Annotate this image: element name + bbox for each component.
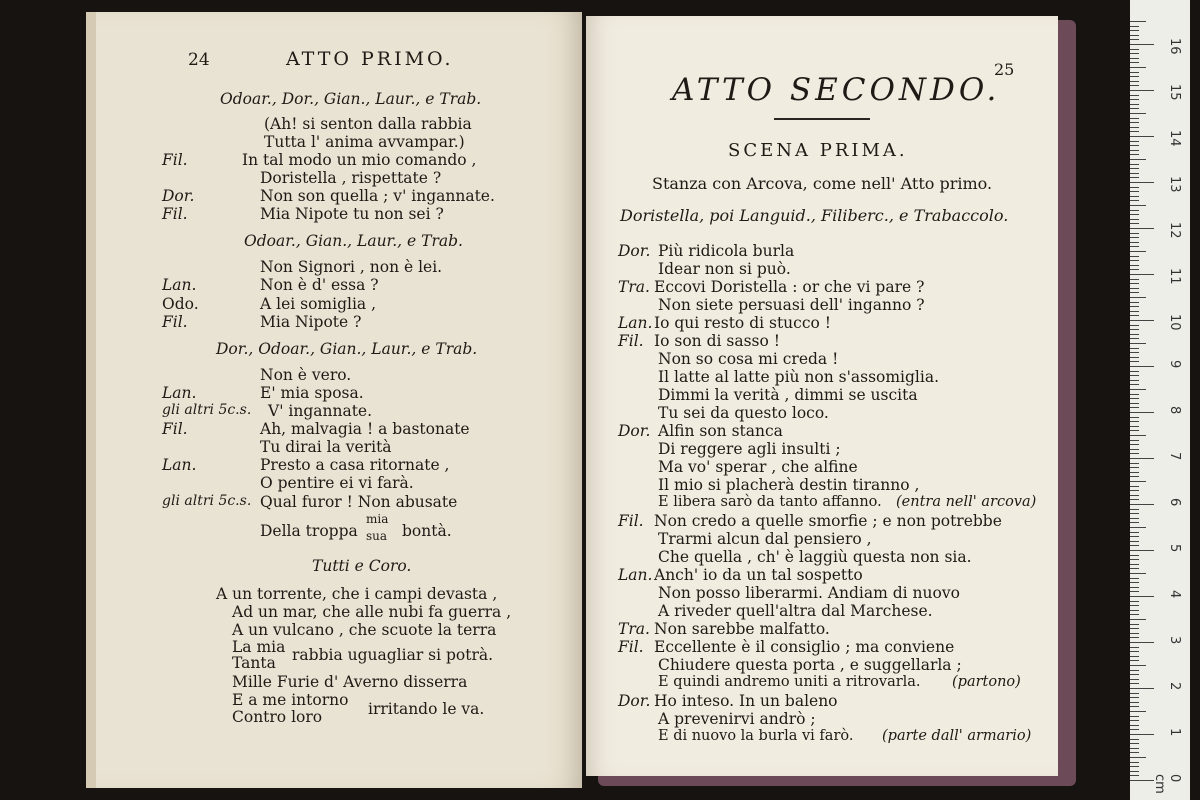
ruler-tick [1130,463,1139,464]
ruler-tick [1130,90,1154,91]
ruler-tick [1130,421,1139,422]
ruler-tick [1130,458,1154,459]
ruler-tick [1130,688,1154,689]
scene-title: SCENA PRIMA. [728,140,908,161]
ruler-label: 6 [1167,498,1182,507]
ruler-tick [1130,366,1154,367]
speaker: Fil. [162,313,188,331]
ruler-label: 9 [1167,360,1182,369]
speaker: Fil. [618,638,644,656]
ruler-tick [1130,306,1139,307]
speaker: Fil. [618,512,644,530]
verse-line: Non posso liberarmi. Andiam di nuovo [658,584,960,602]
speaker: gli altri 5c.s. [162,493,252,509]
ruler-tick [1130,490,1139,491]
stage-direction: (entra nell' arcova) [896,494,1037,510]
verse-line: E libera sarò da tanto affanno. [658,494,882,510]
measuring-ruler [1130,0,1190,800]
ruler-tick [1130,467,1139,468]
ruler-tick [1130,711,1146,712]
ruler-tick [1130,292,1139,293]
ruler-tick [1130,265,1139,266]
verse-line: Mia Nipote tu non sei ? [260,205,444,223]
ruler-tick [1130,527,1146,528]
ruler-tick [1130,472,1139,473]
character-list: Dor., Odoar., Gian., Laur., e Trab. [216,340,478,358]
ruler-tick [1130,30,1139,31]
ruler-tick [1130,122,1139,123]
speaker: Odo. [162,295,199,313]
verse-line: Il latte al latte più non s'assomiglia. [658,368,940,386]
ruler-tick [1130,242,1139,243]
ruler-tick [1130,656,1139,657]
ruler-tick [1130,118,1139,119]
ruler-tick [1130,573,1146,574]
ruler-tick [1130,660,1139,661]
verse-line: Non è vero. [260,366,352,384]
ruler-tick [1130,81,1139,82]
ruler-tick [1130,141,1139,142]
ruler-tick [1130,357,1139,358]
ruler-tick [1130,536,1139,537]
ruler-tick [1130,329,1139,330]
ruler-tick [1130,518,1139,519]
speaker: Tra. [618,278,650,296]
ruler-tick [1130,775,1139,776]
ruler-tick [1130,647,1139,648]
stage-direction: Stanza con Arcova, come nell' Atto primo. [652,174,993,193]
ruler-tick [1130,76,1139,77]
ruler-tick [1130,752,1139,753]
ruler-tick [1130,665,1146,666]
ruler-tick [1130,582,1139,583]
verse-line: Tanta [232,654,276,672]
ruler-tick [1130,311,1139,312]
ruler-label: 0 cm [1152,774,1182,794]
ruler-tick [1130,200,1139,201]
ruler-tick [1130,104,1139,105]
verse-line: Non credo a quelle smorfie ; e non potrebbe [654,512,1002,530]
ruler-tick [1130,127,1139,128]
ruler-tick [1130,297,1146,298]
ruler-tick [1130,223,1139,224]
ruler-tick [1130,771,1139,772]
ruler-label: 15 [1167,84,1182,101]
verse-line: Di reggere agli insulti ; [658,440,841,458]
ruler-tick [1130,159,1146,160]
verse-line: E a me intorno [232,691,349,709]
verse-line: Anch' io da un tal sospetto [654,566,863,584]
verse-line: Alfin son stanca [658,422,783,440]
ruler-tick [1130,633,1139,634]
ruler-tick [1130,729,1139,730]
ruler-tick [1130,426,1139,427]
left-page [86,12,582,788]
stacked-word: sua [366,529,388,543]
ruler-tick [1130,683,1139,684]
ruler-tick [1130,499,1139,500]
verse-line: Non so cosa mi creda ! [658,350,839,368]
ruler-tick [1130,191,1139,192]
verse-line: Tu dirai la verità [260,438,392,456]
verse-line: Che quella , ch' è laggiù questa non sia. [658,548,972,566]
ruler-tick [1130,642,1154,643]
verse-line: Ad un mar, che alle nubi fa guerra , [232,603,512,621]
ruler-tick [1130,279,1139,280]
ruler-tick [1130,435,1146,436]
ruler-tick [1130,541,1139,542]
speaker: Lan. [618,566,653,584]
ruler-tick [1130,417,1139,418]
verse-line: E quindi andremo uniti a ritrovarla. [658,674,921,690]
verse-line: Dimmi la verità , dimmi se uscita [658,386,918,404]
ruler-tick [1130,716,1139,717]
ruler-tick [1130,177,1139,178]
ruler-tick [1130,288,1139,289]
verse-line: Tutta l' anima avvampar.) [264,133,465,151]
ruler-tick [1130,246,1139,247]
character-list: Odoar., Dor., Gian., Laur., e Trab. [220,90,482,108]
ruler-tick [1130,371,1139,372]
ruler-tick [1130,251,1146,252]
ruler-tick [1130,407,1139,408]
verse-line: Trarmi alcun dal pensiero , [658,530,872,548]
ruler-tick [1130,72,1139,73]
ruler-tick [1130,389,1146,390]
verse-line: Doristella , rispettate ? [260,169,442,187]
ruler-tick [1130,62,1139,63]
speaker: Fil. [162,205,188,223]
ruler-tick [1130,532,1139,533]
ruler-label: 14 [1167,130,1182,147]
verse-line: Qual furor ! Non abusate [260,493,458,511]
verse-line: Non Signori , non è lei. [260,258,443,276]
act-title: ATTO SECONDO. [672,72,1001,108]
speaker: Lan. [162,276,197,294]
ruler-tick [1130,325,1139,326]
ruler-label: 8 [1167,406,1182,415]
speaker: Lan. [162,384,197,402]
character-list: Tutti e Coro. [312,557,412,575]
ruler-tick [1130,601,1139,602]
ruler-tick [1130,725,1139,726]
ruler-tick [1130,670,1139,671]
ruler-tick [1130,39,1139,40]
ruler-tick [1130,430,1139,431]
speaker: Dor. [618,422,651,440]
ruler-tick [1130,384,1139,385]
verse-line: Eccellente è il consiglio ; ma conviene [654,638,955,656]
verse-line: E di nuovo la burla vi farò. [658,728,854,744]
verse-line: Ho inteso. In un baleno [654,692,838,710]
ruler-tick [1130,315,1139,316]
ruler-tick [1130,550,1154,551]
ruler-tick [1130,164,1139,165]
ruler-label: 2 [1167,682,1182,691]
speaker: Dor. [618,692,651,710]
ruler-tick [1130,99,1139,100]
ruler-label: 16 [1167,38,1182,55]
verse-line: Mille Furie d' Averno disserra [232,673,468,691]
ruler-tick [1130,748,1139,749]
ruler-tick [1130,495,1139,496]
verse-line: (Ah! si senton dalla rabbia [264,115,472,133]
ruler-tick [1130,26,1139,27]
verse-line: Chiudere questa porta , e suggellarla ; [658,656,962,674]
ruler-label: 7 [1167,452,1182,461]
ruler-tick [1130,568,1139,569]
ruler-tick [1130,412,1154,413]
ruler-tick [1130,233,1139,234]
character-list: Doristella, poi Languid., Filiberc., e Trabaccolo. [620,206,1009,225]
ruler-tick [1130,504,1154,505]
speaker: Lan. [162,456,197,474]
verse-line: In tal modo un mio comando , [242,151,477,169]
ruler-tick [1130,131,1139,132]
ruler-tick [1130,605,1139,606]
ruler-tick [1130,187,1139,188]
ruler-tick [1130,449,1139,450]
ruler-tick [1130,145,1139,146]
ruler-tick [1130,398,1139,399]
ruler-tick [1130,380,1139,381]
verse-line: irritando le va. [368,700,485,718]
page-number: 25 [994,60,1015,79]
ruler-tick [1130,150,1139,151]
ruler-tick [1130,196,1139,197]
ruler-tick [1130,361,1139,362]
ruler-tick [1130,21,1146,22]
verse-line: Il mio si placherà destin tiranno , [658,476,920,494]
ruler-tick [1130,302,1139,303]
ruler-label: 12 [1167,222,1182,239]
verse-line: V' ingannate. [268,402,373,420]
ruler-tick [1130,596,1154,597]
character-list: Odoar., Gian., Laur., e Trab. [244,232,463,250]
ruler-tick [1130,706,1139,707]
verse-line: A un torrente, che i campi devasta , [216,585,498,603]
ruler-tick [1130,780,1154,781]
ruler-tick [1130,214,1139,215]
ruler-tick [1130,509,1139,510]
ruler-tick [1130,555,1139,556]
ruler-tick [1130,697,1139,698]
ruler-label: 1 [1167,728,1182,737]
ruler-tick [1130,734,1154,735]
ruler-tick [1130,53,1139,54]
verse-line: A prevenirvi andrò ; [658,710,816,728]
ruler-tick [1130,619,1146,620]
title-rule [774,118,870,120]
ruler-tick [1130,173,1139,174]
ruler-tick [1130,352,1139,353]
speaker: Dor. [162,187,195,205]
ruler-tick [1130,591,1139,592]
verse-line: Io qui resto di stucco ! [654,314,832,332]
ruler-tick [1130,154,1139,155]
ruler-tick [1130,739,1139,740]
ruler-tick [1130,283,1139,284]
ruler-tick [1130,256,1139,257]
verse-line: E' mia sposa. [260,384,364,402]
ruler-tick [1130,205,1146,206]
ruler-tick [1130,444,1139,445]
ruler-tick [1130,49,1139,50]
ruler-tick [1130,44,1154,45]
ruler-tick [1130,269,1139,270]
stage-direction: (parte dall' armario) [882,728,1032,744]
ruler-tick [1130,320,1154,321]
ruler-tick [1130,182,1154,183]
ruler-tick [1130,743,1139,744]
speaker: Dor. [618,242,651,260]
verse-line: Ma vo' sperar , che alfine [658,458,858,476]
verse-line: Io son di sasso ! [654,332,780,350]
ruler-tick [1130,274,1154,275]
verse-line: Più ridicola burla [658,242,795,260]
verse-line: Non siete persuasi dell' inganno ? [658,296,925,314]
verse-line: rabbia uguagliar si potrà. [292,646,494,664]
ruler-tick [1130,35,1139,36]
ruler-label: 13 [1167,176,1182,193]
ruler-tick [1130,67,1146,68]
ruler-tick [1130,702,1139,703]
ruler-tick [1130,513,1139,514]
verse-line: Non è d' essa ? [260,276,379,294]
verse-line: Idear non si può. [658,260,791,278]
ruler-tick [1130,637,1139,638]
ruler-tick [1130,486,1139,487]
ruler-tick [1130,237,1139,238]
verse-line: A lei somiglia , [260,295,377,313]
verse-line: Presto a casa ritornate , [260,456,450,474]
ruler-label: 4 [1167,590,1182,599]
verse-line: Mia Nipote ? [260,313,362,331]
ruler-tick [1130,168,1139,169]
speaker: Fil. [618,332,644,350]
ruler-tick [1130,219,1139,220]
ruler-tick [1130,228,1154,229]
running-header: ATTO PRIMO. [286,48,454,70]
speaker: Fil. [162,151,188,169]
ruler-tick [1130,210,1139,211]
ruler-label: 10 [1167,314,1182,331]
ruler-tick [1130,628,1139,629]
ruler-tick [1130,545,1139,546]
ruler-tick [1130,624,1139,625]
ruler-tick [1130,757,1146,758]
verse-line: Contro loro [232,708,323,726]
speaker: gli altri 5c.s. [162,402,252,418]
ruler-tick [1130,522,1139,523]
verse-line: Tu sei da questo loco. [658,404,829,422]
ruler-tick [1130,559,1139,560]
right-page [586,16,1058,776]
ruler-tick [1130,113,1146,114]
verse-line: Ah, malvagia ! a bastonate [260,420,470,438]
stage-direction: (partono) [952,674,1021,690]
ruler-tick [1130,343,1146,344]
ruler-tick [1130,762,1139,763]
ruler-tick [1130,403,1139,404]
verse-line: Non son quella ; v' ingannate. [260,187,495,205]
ruler-label: 11 [1167,268,1182,285]
verse-line: La mia [232,638,286,656]
ruler-tick [1130,58,1139,59]
ruler-tick [1130,674,1139,675]
verse-line: O pentire ei vi farà. [260,474,414,492]
page-number: 24 [188,50,210,70]
ruler-tick [1130,453,1139,454]
ruler-tick [1130,338,1139,339]
ruler-tick [1130,476,1139,477]
ruler-label: 5 [1167,544,1182,553]
ruler-tick [1130,394,1139,395]
speaker: Fil. [162,420,188,438]
ruler-tick [1130,587,1139,588]
ruler-tick [1130,348,1139,349]
ruler-tick [1130,95,1139,96]
ruler-tick [1130,766,1139,767]
ruler-tick [1130,334,1139,335]
ruler-tick [1130,375,1139,376]
ruler-label: 3 [1167,636,1182,645]
verse-line: bontà. [402,522,452,540]
verse-line: Della troppa [260,522,358,540]
ruler-tick [1130,614,1139,615]
ruler-tick [1130,564,1139,565]
verse-line: A un vulcano , che scuote la terra [232,621,497,639]
stacked-word: mia [366,512,389,526]
speaker: Tra. [618,620,650,638]
ruler-tick [1130,693,1139,694]
ruler-tick [1130,610,1139,611]
ruler-tick [1130,679,1139,680]
verse-line: A riveder quell'altra dal Marchese. [658,602,933,620]
ruler-tick [1130,578,1139,579]
speaker: Lan. [618,314,653,332]
ruler-tick [1130,651,1139,652]
ruler-tick [1130,136,1154,137]
ruler-tick [1130,260,1139,261]
ruler-tick [1130,85,1139,86]
verse-line: Non sarebbe malfatto. [654,620,830,638]
ruler-tick [1130,720,1139,721]
verse-line: Eccovi Doristella : or che vi pare ? [654,278,925,296]
ruler-tick [1130,108,1139,109]
ruler-tick [1130,481,1146,482]
ruler-tick [1130,440,1139,441]
